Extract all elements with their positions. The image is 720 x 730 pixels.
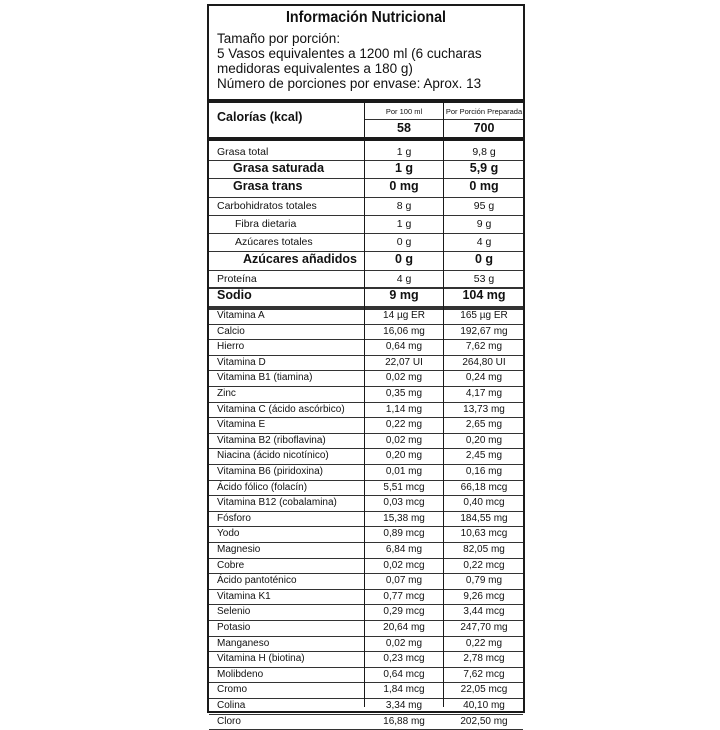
- vitamin-label: Vitamina B1 (tiamina): [217, 372, 313, 384]
- row-divider: [209, 233, 523, 234]
- vitamin-label: Hierro: [217, 341, 245, 353]
- vitamin-value-per-100ml: 16,06 mg: [383, 325, 425, 337]
- row-divider: [209, 558, 523, 559]
- nutrient-label: Proteína: [217, 273, 257, 285]
- vitamin-value-per-100ml: 0,64 mg: [385, 341, 423, 353]
- column-header-per-100ml: Por 100 ml: [385, 107, 423, 116]
- calories-per-100ml: 58: [397, 121, 411, 135]
- vitamin-value-per-serving: 0,24 mg: [465, 372, 503, 384]
- vitamin-label: Vitamina H (biotina): [217, 653, 305, 665]
- vitamin-value-per-100ml: 0,35 mg: [385, 388, 423, 399]
- vitamin-value-per-serving: 2,45 mg: [465, 450, 503, 462]
- vitamin-value-per-serving: 0,22 mcg: [463, 559, 505, 571]
- row-divider: [209, 402, 523, 403]
- column-divider: [364, 103, 365, 707]
- vitamin-value-per-serving: 184,55 mg: [460, 512, 508, 524]
- vitamin-label: Cromo: [217, 684, 248, 696]
- row-divider: [209, 589, 523, 590]
- row-divider: [209, 215, 523, 216]
- vitamin-label: Colina: [217, 700, 246, 711]
- calories-label: Calorías (kcal): [217, 110, 303, 124]
- nutrient-value-per-100ml: 0 g: [396, 236, 412, 248]
- vitamin-value-per-serving: 2,65 mg: [465, 419, 503, 431]
- row-divider: [209, 495, 523, 496]
- vitamin-label: Magnesio: [217, 544, 261, 555]
- vitamin-label: Calcio: [217, 325, 245, 337]
- vitamin-value-per-100ml: 0,02 mg: [385, 637, 423, 649]
- divider-thick: [209, 99, 523, 103]
- row-divider: [209, 682, 523, 683]
- row-divider: [209, 480, 523, 481]
- vitamin-value-per-serving: 192,67 mg: [460, 325, 508, 337]
- row-divider: [209, 448, 523, 449]
- vitamin-value-per-serving: 202,50 mg: [460, 715, 508, 727]
- nutrient-value-per-100ml: 8 g: [396, 200, 412, 212]
- vitamin-label: Potasio: [217, 622, 251, 633]
- vitamin-value-per-serving: 13,73 mg: [463, 403, 505, 415]
- vitamin-value-per-100ml: 0,07 mg: [385, 575, 423, 587]
- vitamin-value-per-serving: 82,05 mg: [463, 544, 505, 555]
- row-divider: [209, 620, 523, 621]
- vitamin-value-per-serving: 7,62 mg: [465, 341, 503, 353]
- vitamin-value-per-serving: 10,63 mcg: [460, 528, 508, 540]
- row-divider: [209, 651, 523, 652]
- vitamin-value-per-100ml: 0,02 mg: [385, 372, 423, 384]
- vitamin-label: Cobre: [217, 559, 245, 571]
- vitamin-value-per-100ml: 0,89 mcg: [383, 528, 425, 540]
- row-divider: [209, 324, 523, 325]
- vitamin-label: Vitamina B6 (piridoxina): [217, 466, 323, 477]
- nutrient-label: Azúcares totales: [235, 236, 313, 248]
- column-header-per-serving: Por Porción Preparada: [445, 107, 523, 116]
- serving-size-line: 5 Vasos equivalentes a 1200 ml (6 cucharas: [217, 46, 482, 61]
- vitamin-value-per-serving: 0,16 mg: [465, 466, 503, 477]
- vitamin-value-per-100ml: 15,38 mg: [383, 512, 425, 524]
- vitamin-label: Vitamina A: [217, 310, 265, 321]
- nutrient-value-per-serving: 0 mg: [469, 179, 499, 193]
- row-divider: [209, 604, 523, 605]
- vitamin-label: Vitamina C (ácido ascórbico): [217, 403, 345, 415]
- vitamin-value-per-100ml: 0,02 mcg: [383, 559, 425, 571]
- vitamin-value-per-100ml: 1,84 mcg: [383, 684, 425, 696]
- row-divider: [209, 714, 523, 715]
- nutrition-facts-panel: [207, 4, 525, 727]
- vitamin-value-per-serving: 22,05 mcg: [460, 684, 508, 696]
- serving-size-line: medidoras equivalentes a 180 g): [217, 61, 413, 76]
- vitamin-label: Yodo: [217, 528, 240, 540]
- nutrient-value-per-100ml: 1 g: [396, 146, 412, 158]
- row-divider: [209, 270, 523, 271]
- row-divider: [209, 667, 523, 668]
- vitamin-value-per-serving: 0,40 mcg: [463, 497, 505, 509]
- serving-size-heading: Tamaño por porción:: [217, 31, 341, 46]
- vitamin-value-per-100ml: 0,23 mcg: [383, 653, 425, 665]
- vitamin-value-per-serving: 4,17 mg: [465, 388, 503, 399]
- nutrient-value-per-serving: 9 g: [476, 218, 492, 230]
- vitamin-value-per-serving: 165 µg ER: [460, 310, 508, 321]
- row-divider: [209, 698, 523, 699]
- row-divider: [209, 339, 523, 340]
- serving-info: [217, 31, 519, 91]
- divider-thick: [209, 137, 523, 141]
- nutrient-value-per-100ml: 1 g: [394, 161, 414, 175]
- vitamin-value-per-100ml: 0,01 mg: [385, 466, 423, 477]
- vitamin-value-per-serving: 0,22 mg: [465, 637, 503, 649]
- nutrient-label: Fibra dietaria: [235, 218, 297, 230]
- vitamin-value-per-100ml: 0,03 mcg: [383, 497, 425, 509]
- nutrient-value-per-serving: 0 g: [474, 252, 494, 266]
- nutrient-value-per-100ml: 1 g: [396, 218, 412, 230]
- nutrient-label: Carbohidratos totales: [217, 200, 317, 212]
- nutrient-value-per-serving: 5,9 g: [469, 161, 499, 175]
- vitamin-value-per-100ml: 16,88 mg: [383, 715, 425, 727]
- vitamin-label: Vitamina D: [217, 356, 266, 368]
- vitamin-label: Vitamina B2 (riboflavina): [217, 434, 326, 446]
- vitamin-value-per-100ml: 0,22 mg: [385, 419, 423, 431]
- vitamin-value-per-serving: 9,26 mcg: [463, 590, 505, 602]
- vitamin-value-per-100ml: 0,77 mcg: [383, 590, 425, 602]
- nutrient-label: Grasa trans: [233, 179, 303, 193]
- vitamin-value-per-100ml: 1,14 mg: [385, 403, 423, 415]
- nutrient-value-per-100ml: 9 mg: [389, 288, 419, 302]
- vitamin-label: Vitamina E: [217, 419, 266, 431]
- nutrient-label: Grasa saturada: [233, 161, 325, 175]
- nutrient-label: Grasa total: [217, 146, 269, 158]
- nutrient-label: Sodio: [217, 288, 252, 302]
- row-divider: [209, 433, 523, 434]
- vitamin-value-per-serving: 2,78 mcg: [463, 653, 505, 665]
- row-divider: [209, 370, 523, 371]
- row-divider: [209, 526, 523, 527]
- vitamin-value-per-100ml: 0,64 mcg: [383, 668, 425, 680]
- row-divider: [209, 542, 523, 543]
- vitamin-value-per-100ml: 5,51 mcg: [383, 481, 425, 493]
- row-divider: [209, 386, 523, 387]
- row-divider: [209, 417, 523, 418]
- vitamin-label: Molibdeno: [217, 668, 264, 680]
- nutrient-label: Azúcares añadidos: [243, 252, 357, 266]
- vitamin-value-per-serving: 0,20 mg: [465, 434, 503, 446]
- vitamin-label: Zinc: [217, 388, 236, 399]
- vitamin-value-per-100ml: 3,34 mg: [385, 700, 423, 711]
- vitamin-label: Cloro: [217, 715, 241, 727]
- nutrient-value-per-serving: 104 mg: [462, 288, 506, 302]
- vitamin-value-per-100ml: 14 µg ER: [383, 310, 425, 321]
- panel-title: Información Nutricional: [285, 9, 447, 26]
- vitamin-label: Fósforo: [217, 512, 251, 524]
- row-divider: [209, 511, 523, 512]
- vitamin-value-per-100ml: 6,84 mg: [385, 544, 423, 555]
- vitamin-value-per-100ml: 20,64 mg: [383, 622, 425, 633]
- vitamin-value-per-serving: 247,70 mg: [460, 622, 508, 633]
- row-divider: [209, 197, 523, 198]
- vitamin-label: Niacina (ácido nicotínico): [217, 450, 329, 462]
- vitamin-value-per-serving: 264,80 UI: [462, 356, 506, 368]
- vitamin-value-per-100ml: 0,20 mg: [385, 450, 423, 462]
- vitamin-value-per-100ml: 0,29 mcg: [383, 606, 425, 618]
- vitamin-value-per-serving: 0,79 mg: [465, 575, 503, 587]
- vitamin-value-per-serving: 3,44 mcg: [463, 606, 505, 618]
- vitamin-value-per-serving: 7,62 mcg: [463, 668, 505, 680]
- row-divider: [209, 464, 523, 465]
- row-divider: [209, 355, 523, 356]
- servings-per-container: Número de porciones por envase: Aprox. 13: [217, 76, 482, 91]
- row-divider: [209, 636, 523, 637]
- nutrient-value-per-serving: 95 g: [473, 200, 495, 212]
- nutrient-value-per-100ml: 0 mg: [389, 179, 419, 193]
- calories-per-serving: 700: [473, 121, 495, 135]
- vitamin-value-per-100ml: 22,07 UI: [385, 356, 423, 368]
- nutrient-value-per-100ml: 0 g: [394, 252, 414, 266]
- vitamin-label: Ácido fólico (folacín): [217, 481, 308, 493]
- vitamin-value-per-serving: 40,10 mg: [463, 700, 505, 711]
- vitamin-label: Ácido pantoténico: [217, 575, 297, 587]
- nutrient-value-per-serving: 9,8 g: [472, 146, 496, 158]
- vitamin-label: Vitamina B12 (cobalamina): [217, 497, 337, 509]
- nutrient-value-per-serving: 4 g: [476, 236, 492, 248]
- vitamin-label: Manganeso: [217, 637, 270, 649]
- vitamin-label: Selenio: [217, 606, 251, 618]
- vitamin-label: Vitamina K1: [217, 590, 271, 602]
- vitamin-value-per-serving: 66,18 mcg: [460, 481, 508, 493]
- column-divider: [443, 103, 444, 707]
- vitamin-value-per-100ml: 0,02 mg: [385, 434, 423, 446]
- nutrient-value-per-serving: 53 g: [473, 273, 495, 285]
- nutrient-value-per-100ml: 4 g: [396, 273, 412, 285]
